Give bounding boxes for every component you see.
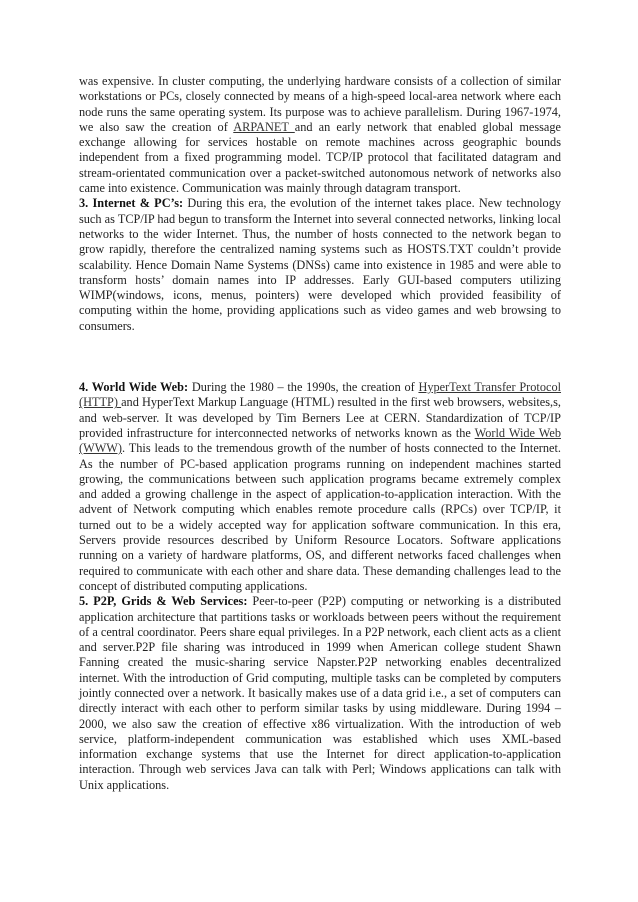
document-page	[79, 74, 561, 793]
paragraph-text: During this era, the evolution of the internet takes place. New technology such as TCP/IP had begun to transform the Internet into several connected networks, linking local networks to the wider Internet. Thus, the number of hosts connected to the network began to grow rapidly, therefore the centralized naming systems such as HOSTS.TXT couldn’t provide scalability. Hence Domain Name Systems (DNSs) came into existence in 1985 and were able to transform hosts’ domain names into IP addresses. Early GUI-based computers utilizing WIMP(windows, icons, menus, pointers) were developed which provided feasibility of computing within the home, providing applications such as video games and web browsing to consumers.	[79, 196, 561, 333]
paragraph-text: and an early network that enabled global message exchange allowing for services hostable on remote machines across geographic bounds independent from a fixed programming model. TCP/IP protocol that facilitated datagram and stream-orientated communication over a packet-switched autonomous network of networks also came into existence. Communication was mainly through datagram transport.	[79, 119, 562, 196]
paragraph-spacer	[79, 334, 561, 380]
paragraph-internet-pcs	[79, 196, 561, 334]
www-link[interactable]: World Wide Web (WWW)	[79, 425, 562, 456]
paragraph-text: and HyperText Markup Language (HTML) resulted in the first web browsers, websites,s, and web-server. It was developed by Tim Berners Lee at CERN. Standardization of TCP/IP provided infrastructure for interconnected networks of networks known as the	[79, 395, 561, 440]
section-heading-world-wide-web: 4. World Wide Web:	[79, 380, 189, 395]
paragraph-world-wide-web	[79, 380, 561, 594]
paragraph-text: was expensive. In cluster computing, the underlying hardware consists of a collection of similar workstations or PCs, closely connected by means of a high-speed local-area network where each node runs the same operating system. Its purpose was to achieve parallelism. During 1967-1974, we also saw the creation of	[79, 74, 561, 134]
section-heading-p2p-grids-web-services: 5. P2P, Grids & Web Services:	[79, 594, 248, 609]
paragraph-text: . This leads to the tremendous growth of the number of hosts connected to the Internet. As the number of PC-based application programs running on independent machines started growing, the communications between such application programs became extremely complex and added a growing challenge in the aspect of application-to-application interaction. With the advent of Network computing which enables remote procedure calls (RPCs) over TCP/IP, it turned out to be a widely accepted way for application software communication. In this era, Servers provide resources described by Uniform Resource Locators. Software applications running on a variety of hardware platforms, OS, and different networks faced challenges when required to communicate with each other and share data. These demanding challenges lead to the concept of distributed computing applications.	[79, 441, 561, 593]
paragraph-text: Peer-to-peer (P2P) computing or networking is a distributed application architecture that partitions tasks or workloads between peers without the requirement of a central coordinator. Peers share equal privileges. In a P2P network, each client acts as a client and server.P2P file sharing was introduced in 1999 when American college student Shawn Fanning created the music-sharing service Napster.P2P networking enables decentralized internet. With the introduction of Grid computing, multiple tasks can be completed by computers jointly connected over a network. It basically makes use of a data grid i.e., a set of computers can directly interact with each other to perform similar tasks by using middleware. During 1994 – 2000, we also saw the creation of effective x86 virtualization. With the introduction of web service, platform-independent communication was established which uses XML-based information exchange systems that use the Internet for direct application-to-application interaction. Through web services Java can talk with Perl; Windows applications can talk with Unix applications.	[79, 594, 561, 792]
http-link[interactable]: HyperText Transfer Protocol (HTTP)	[79, 380, 562, 410]
arpanet-link[interactable]: ARPANET	[233, 119, 295, 134]
paragraph-p2p-grids-web-services	[79, 594, 561, 793]
section-heading-internet-pcs: 3. Internet & PC’s:	[79, 196, 184, 211]
paragraph-text: During the 1980 – the 1990s, the creation of	[188, 380, 419, 395]
paragraph-cluster-computing	[79, 74, 561, 196]
